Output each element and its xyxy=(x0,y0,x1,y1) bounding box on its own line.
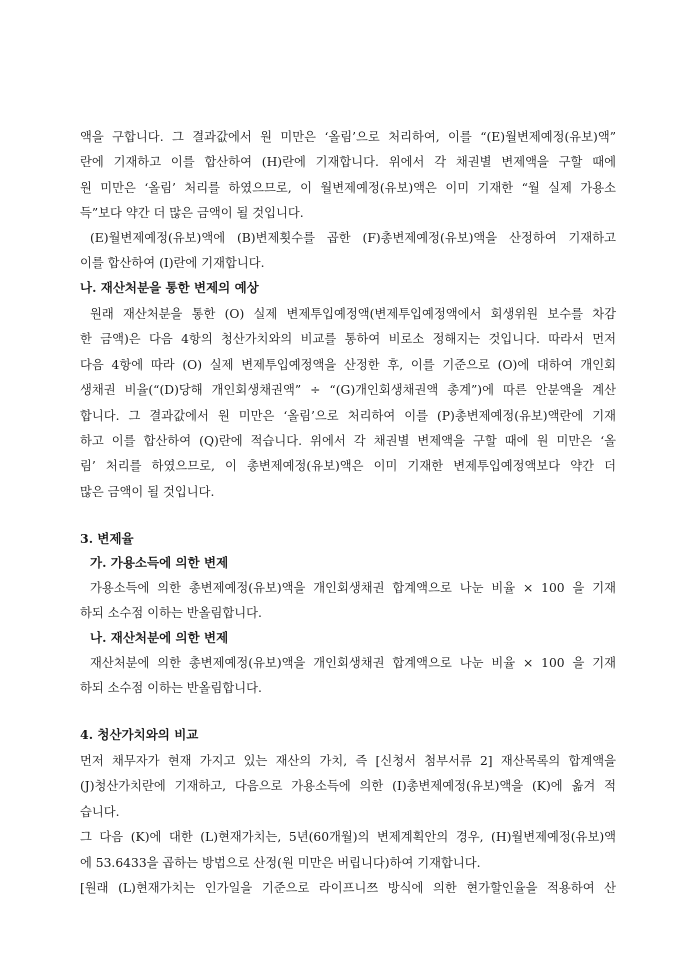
text-line: 림’ 처리를 하였으므로, 이 총변제예정(유보)액은 이미 기재한 변제투입예정액보다 약간 더 xyxy=(80,459,616,473)
text-line: 재산처분에 의한 총변제예정(유보)액을 개인회생채권 합계액으로 나눈 비율 × 100 을 기재 xyxy=(90,656,616,670)
text-line: 가용소득에 의한 총변제예정(유보)액을 개인회생채권 합계액으로 나눈 비율 × 100 을 기재 xyxy=(90,581,616,595)
text-line: 이를 합산하여 (I)란에 기재합니다. xyxy=(80,256,265,270)
text-line: 많은 금액이 될 것입니다. xyxy=(80,485,215,499)
text-line: 하되 소수점 이하는 반올림합니다. xyxy=(80,681,262,695)
text-line: 그 다음 (K)에 대한 (L)현재가치는, 5년(60개월)의 변제계획안의 경우, (H)월변제예정(유보)액 xyxy=(80,830,616,844)
section-heading: 나. 재산처분을 통한 변제의 예상 xyxy=(80,280,259,295)
subsection-heading: 가. 가용소득에 의한 변제 xyxy=(90,555,229,570)
text-line: 하되 소수점 이하는 반올림합니다. xyxy=(80,606,262,620)
text-line: [원래 (L)현재가치는 인가일을 기준으로 라이프니쯔 방식에 의한 현가할인율을 적용하여 산 xyxy=(80,881,616,895)
text-line: 다음 4항에 따라 (O) 실제 변제투입예정액을 산정한 후, 이를 기준으로 (O)에 대하여 개인회 xyxy=(80,358,616,372)
text-line: 먼저 채무자가 현재 가지고 있는 재산의 가치, 즉 [신청서 첨부서류 2] 재산목록의 합계액을 xyxy=(80,754,616,768)
text-line: 에 53.6433을 곱하는 방법으로 산정(원 미만은 버립니다)하여 기재합니다. xyxy=(80,856,481,870)
text-line: 득”보다 약간 더 많은 금액이 될 것입니다. xyxy=(80,206,304,220)
text-line: 합니다. 그 결과값에서 원 미만은 ‘올림’으로 처리하여 이를 (P)총변제예정(유보)액란에 기재 xyxy=(80,409,616,423)
text-line: 습니다. xyxy=(80,805,120,819)
subsection-heading: 나. 재산처분에 의한 변제 xyxy=(90,630,229,645)
text-line: 원 미만은 ‘올림’ 처리를 하였으므로, 이 월변제예정(유보)액은 이미 기재한 “월 실제 가용소 xyxy=(80,181,616,195)
text-line: 생채권 비율(“(D)당해 개인회생채권액” ÷ “(G)개인회생채권액 총계”)에 따른 안분액을 계산 xyxy=(80,383,616,397)
section-heading: 4. 청산가치와의 비교 xyxy=(80,727,199,742)
text-line: 하고 이를 합산하여 (Q)란에 적습니다. 위에서 각 채권별 변제액을 구할 때에 원 미만은 ‘올 xyxy=(80,434,616,448)
text-line: 원래 재산처분을 통한 (O) 실제 변제투입예정액(변제투입예정액에서 회생위원 보수를 차감 xyxy=(90,307,616,321)
text-line: 란에 기재하고 이를 합산하여 (H)란에 기재합니다. 위에서 각 채권별 변제액을 구할 때에 xyxy=(80,155,616,169)
text-line: (J)청산가치란에 기재하고, 다음으로 가용소득에 의한 (I)총변제예정(유보)액을 (K)에 옮겨 적 xyxy=(80,779,616,793)
section-heading: 3. 변제율 xyxy=(80,531,134,546)
text-line: 한 금액)은 다음 4항의 청산가치와의 비교를 통하여 비로소 정해지는 것입니다. 따라서 먼저 xyxy=(80,332,616,346)
text-line: 액을 구합니다. 그 결과값에서 원 미만은 ‘올림’으로 처리하여, 이를 “(E)월변제예정(유보)액” xyxy=(80,130,616,144)
text-line: (E)월변제예정(유보)액에 (B)변제횟수를 곱한 (F)총변제예정(유보)액을 산정하여 기재하고 xyxy=(90,231,616,245)
